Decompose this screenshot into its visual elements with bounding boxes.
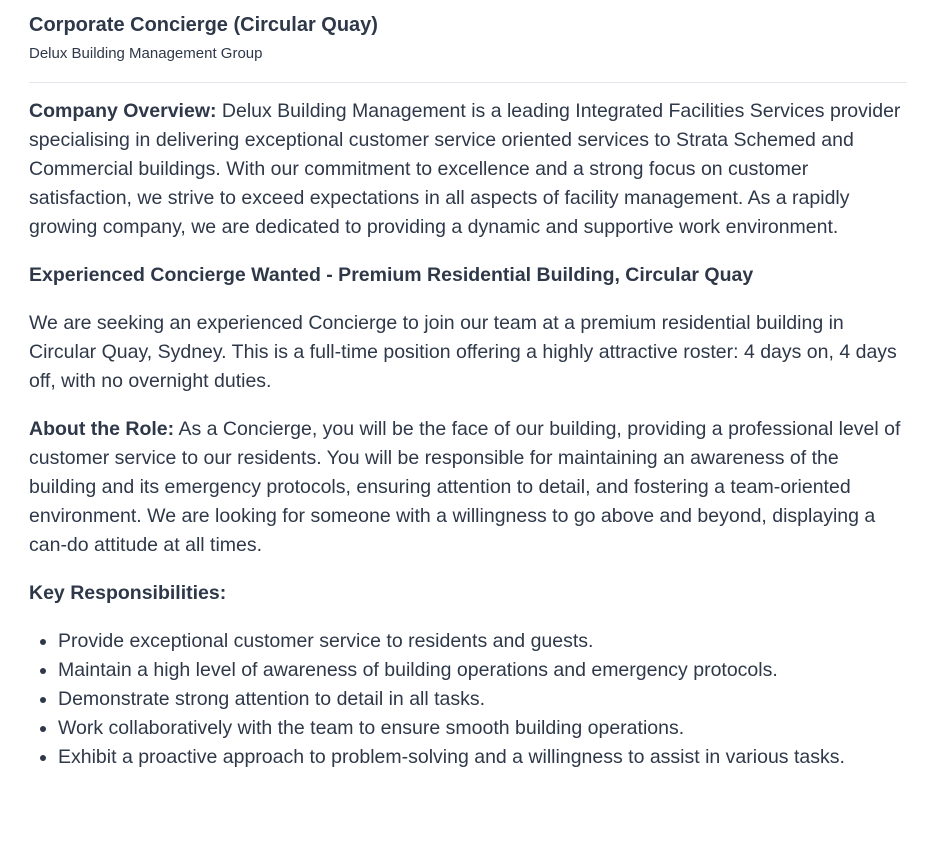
header-divider [29,82,907,83]
about-role-text: As a Concierge, you will be the face of our building, providing a professional level of customer service to our residents. You will be responsible for maintaining an awareness of the building and its emergency protocols, ensuring attention to detail, and fostering a team-oriented environment. We are looking for someone with a willingness to go above and beyond, displaying a can-do attitude at all times. [29,418,901,556]
list-item: • Exhibit a proactive approach to problem-solving and a willingness to assist in various tasks. [58,743,907,772]
job-description [29,97,907,772]
company-name: Delux Building Management Group [29,45,263,62]
wanted-heading: Experienced Concierge Wanted - Premium Residential Building, Circular Quay [29,264,754,286]
intro-paragraph: We are seeking an experienced Concierge to join our team at a premium residential building in Circular Quay, Sydney. This is a full-time position offering a highly attractive roster: 4 days on, 4 days off, with no overnight duties. [29,312,897,392]
about-role [29,415,907,560]
about-role-label: About the Role: [29,418,175,440]
list-item: • Work collaboratively with the team to ensure smooth building operations. [58,714,907,743]
list-item: • Demonstrate strong attention to detail in all tasks. [58,685,907,714]
company-overview-text: Delux Building Management is a leading Integrated Facilities Services provider specialising in delivering exceptional customer service oriented services to Strata Schemed and Commercial buildings. With our commitment to excellence and a strong focus on customer satisfaction, we strive to exceed expectations in all aspects of facility management. As a rapidly growing company, we are dedicated to providing a dynamic and supportive work environment. [29,100,901,238]
job-title: Corporate Concierge (Circular Quay) [29,14,378,36]
company-overview-label: Company Overview: [29,100,217,122]
company-overview [29,97,907,242]
list-item: • Provide exceptional customer service to residents and guests. [58,627,907,656]
list-item: • Maintain a high level of awareness of building operations and emergency protocols. [58,656,907,685]
responsibilities-list [29,627,907,772]
responsibilities-heading: Key Responsibilities: [29,582,227,604]
